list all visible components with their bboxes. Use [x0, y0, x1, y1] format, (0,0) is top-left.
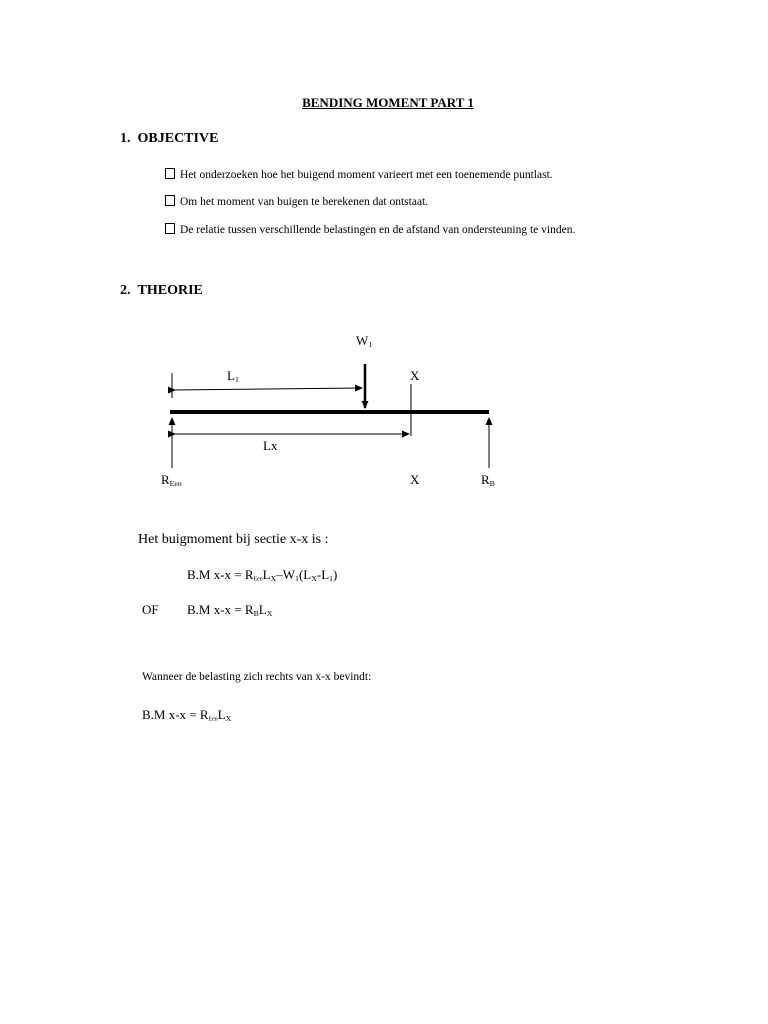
or-label: OF — [142, 602, 159, 617]
objective-text: Om het moment van buigen te berekenen dat ontstaat. — [180, 196, 429, 208]
section-title: OBJECTIVE — [137, 131, 219, 146]
theory-note: Wanneer de belasting zich rechts van x-x bevindt: — [142, 671, 372, 683]
formula-3: B.M $x-x = R_{Een}L_X$ — [142, 707, 232, 723]
section-title: THEORIE — [137, 283, 203, 298]
page-title: BENDING MOMENT PART 1 — [302, 95, 474, 110]
section-x-top-label: X — [410, 368, 420, 383]
formula-1: B.M $x-x = R_{Een}L_X-W_1(L_X-L_1)$ — [187, 567, 338, 583]
section-x-bottom-label: X — [410, 472, 420, 487]
objective-text: Het onderzoeken hoe het buigend moment varieert met een toenemende puntlast. — [180, 169, 553, 181]
lx-label: Lx — [263, 438, 278, 453]
l1-dimension-arrow — [175, 388, 362, 390]
l1-label: $L_1$ — [227, 368, 239, 384]
reaction-b-label: $R_B$ — [481, 472, 495, 488]
objective-text: De relatie tussen verschillende belastingen en de afstand van ondersteuning te vinden. — [180, 224, 576, 236]
formula-2: B.M $x-x = R_BL_X$ — [187, 602, 273, 618]
load-label: $W_1$ — [356, 333, 373, 349]
section-number: 2. — [120, 283, 131, 298]
theory-intro: Het buigmoment bij sectie x-x is : — [138, 532, 329, 547]
section-number: 1. — [120, 131, 131, 146]
reaction-a-label: $R_{Een}$ — [161, 472, 182, 488]
